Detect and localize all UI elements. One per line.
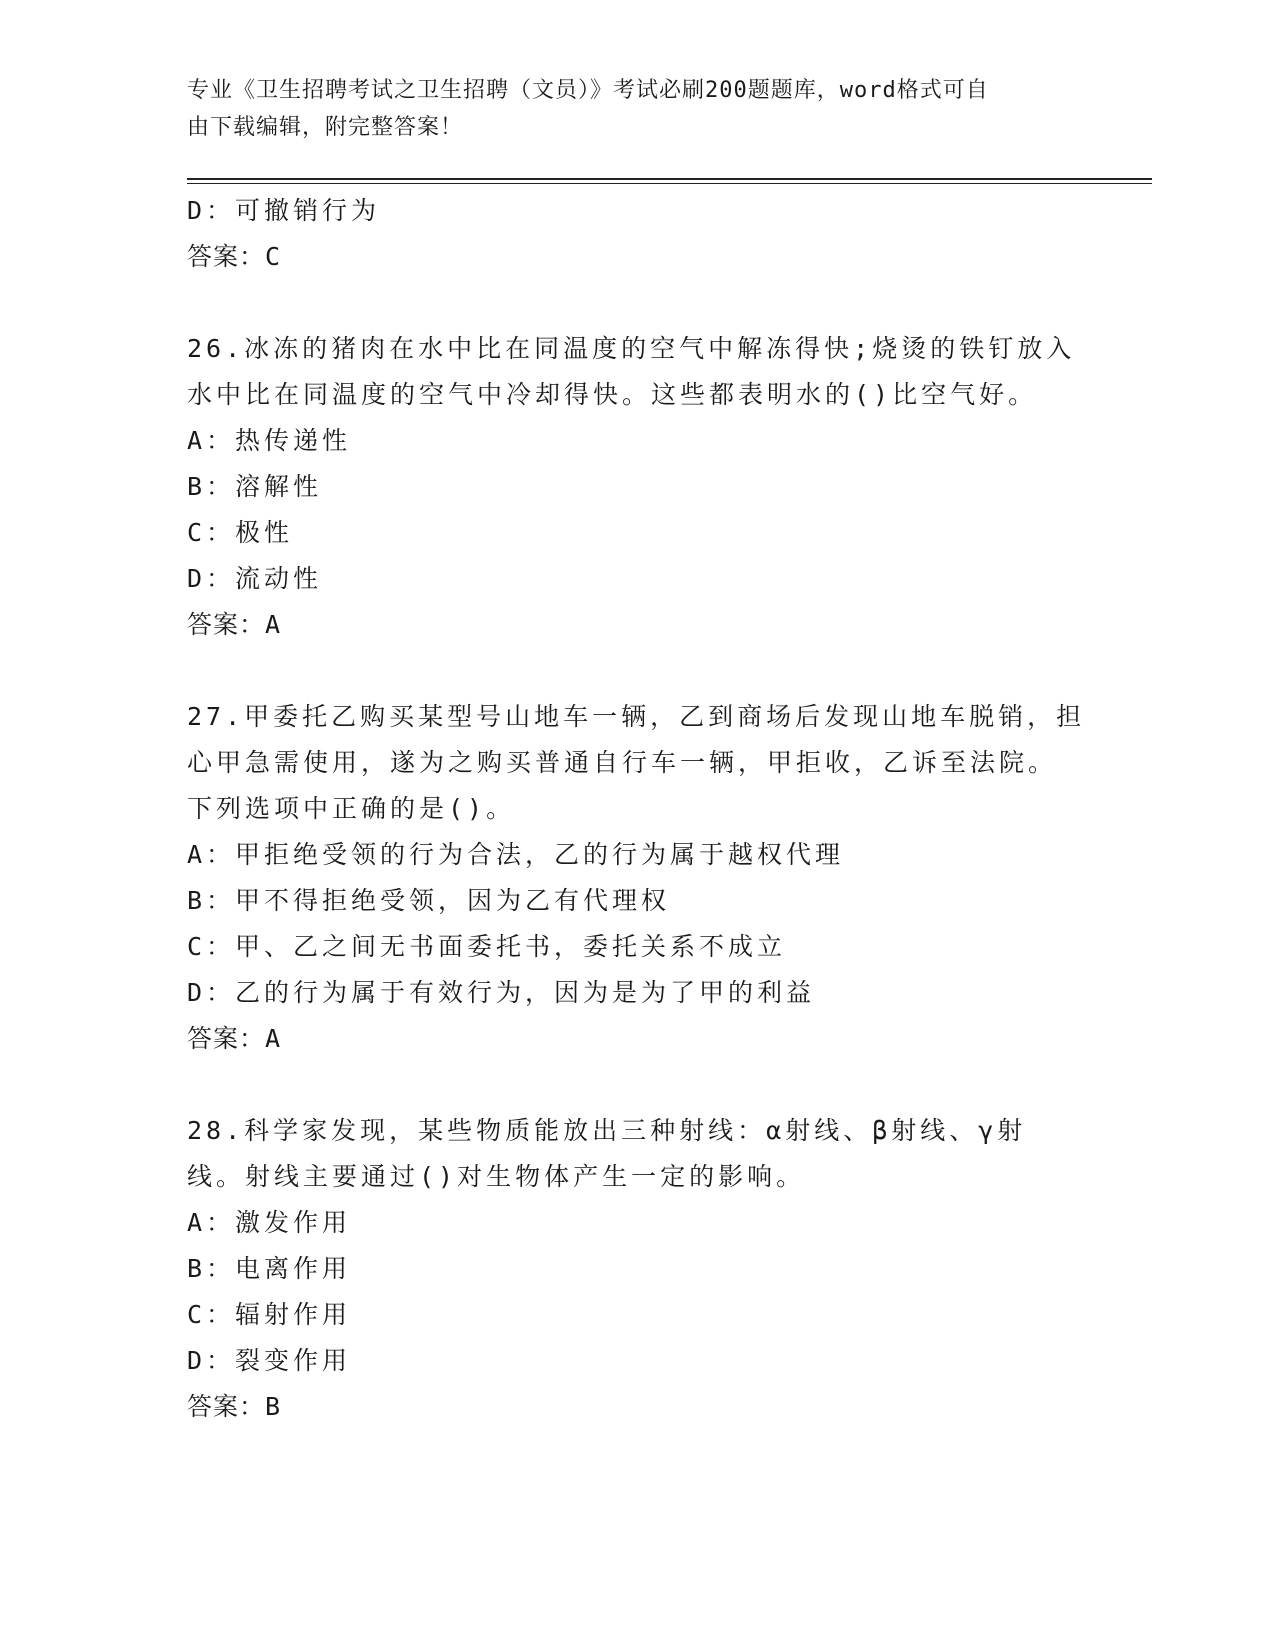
- question-stem: 下列选项中正确的是()。: [187, 794, 516, 823]
- option-d: D：乙的行为属于有效行为，因为是为了甲的利益: [187, 978, 816, 1007]
- spacer: [187, 648, 1087, 694]
- spacer: [187, 1062, 1087, 1108]
- option-d: D：流动性: [187, 564, 323, 593]
- option-b: B：甲不得拒绝受领，因为乙有代理权: [187, 886, 671, 915]
- option-a: A：激发作用: [187, 1208, 352, 1237]
- question-26: [187, 326, 1087, 648]
- question-28: [187, 1108, 1087, 1430]
- header-divider-thin: [187, 183, 1152, 184]
- option-d: D：可撤销行为: [187, 196, 381, 225]
- option-c: C：甲、乙之间无书面委托书，委托关系不成立: [187, 932, 787, 961]
- header-divider: [187, 178, 1152, 180]
- header-line: 由下载编辑，附完整答案！: [187, 115, 464, 140]
- header-line: 专业《卫生招聘考试之卫生招聘（文员）》考试必刷200题题库，word格式可自: [187, 78, 989, 103]
- question-27: [187, 694, 1087, 1062]
- page-header: [187, 72, 1067, 146]
- option-c: C：辐射作用: [187, 1300, 352, 1329]
- question-stem: 27.甲委托乙购买某型号山地车一辆，乙到商场后发现山地车脱销，担: [187, 702, 1086, 731]
- answer: 答案：A: [187, 610, 282, 639]
- answer: 答案：C: [187, 242, 282, 271]
- option-a: A：热传递性: [187, 426, 352, 455]
- spacer: [187, 280, 1087, 326]
- question-stem: 26.冰冻的猪肉在水中比在同温度的空气中解冻得快;烧烫的铁钉放入: [187, 334, 1076, 363]
- question-stem: 线。射线主要通过()对生物体产生一定的影响。: [187, 1162, 806, 1191]
- answer: 答案：A: [187, 1024, 282, 1053]
- question-stem: 28.科学家发现，某些物质能放出三种射线：α射线、β射线、γ射: [187, 1116, 1027, 1145]
- option-d: D：裂变作用: [187, 1346, 352, 1375]
- option-b: B：电离作用: [187, 1254, 352, 1283]
- question-list: [187, 188, 1087, 1430]
- option-c: C：极性: [187, 518, 294, 547]
- option-a: A：甲拒绝受领的行为合法，乙的行为属于越权代理: [187, 840, 845, 869]
- option-b: B：溶解性: [187, 472, 323, 501]
- question-stem: 水中比在同温度的空气中冷却得快。这些都表明水的()比空气好。: [187, 380, 1038, 409]
- question-stem: 心甲急需使用，遂为之购买普通自行车一辆，甲拒收，乙诉至法院。: [187, 748, 1058, 777]
- answer: 答案：B: [187, 1392, 282, 1421]
